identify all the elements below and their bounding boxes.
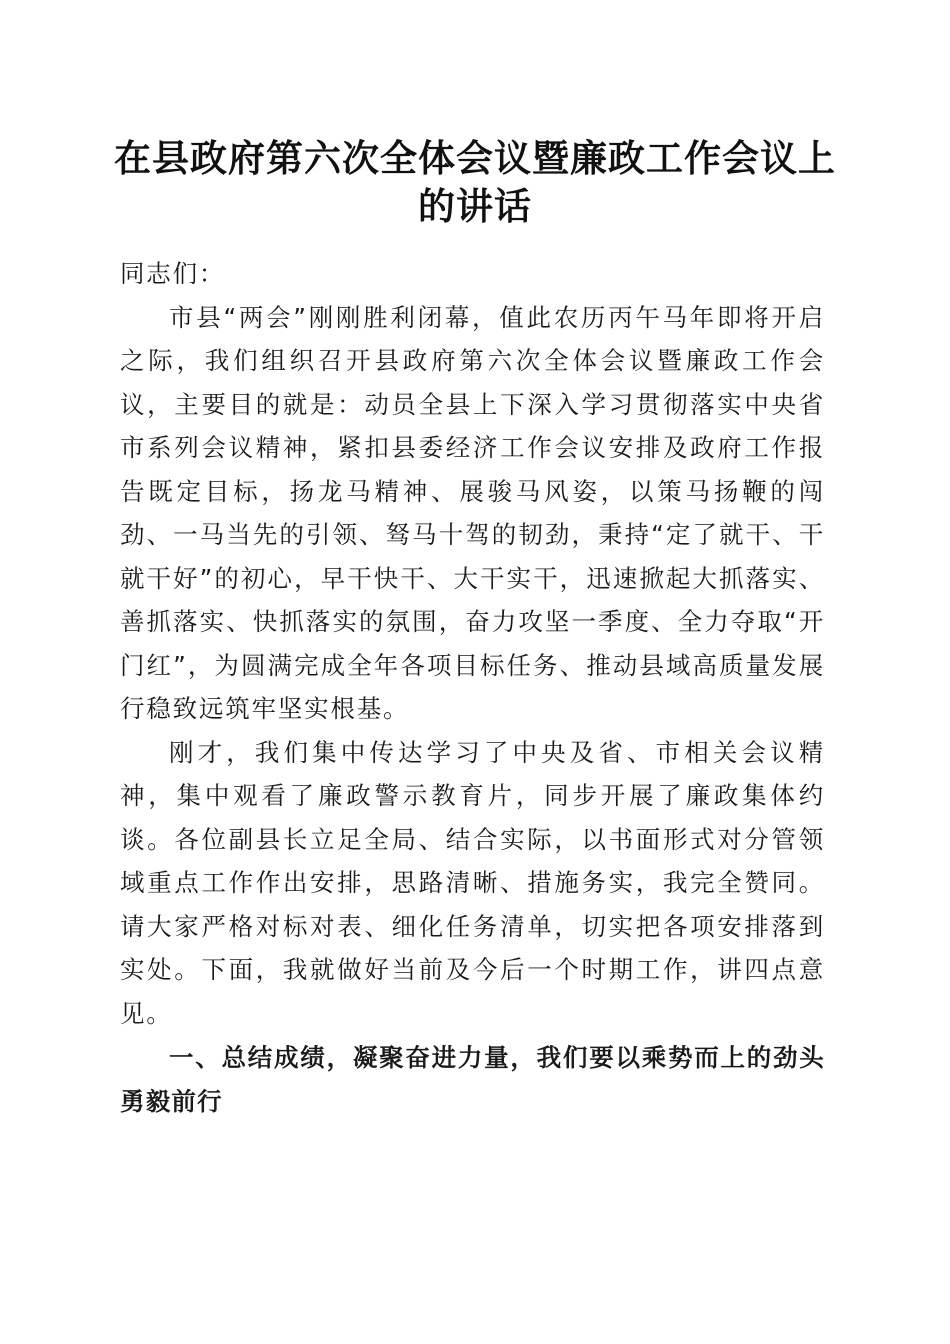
section-heading-1: 一、总结成绩，凝聚奋进力量，我们要以乘势而上的劲头勇毅前行 <box>120 1043 825 1116</box>
body-paragraph-1: 市县“两会”刚刚胜利闭幕，值此农历丙午马年即将开启之际，我们组织召开县政府第六次全体会议暨廉政工作会议，主要目的就是：动员全县上下深入学习贯彻落实中央省市系列会议精神，紧扣县委经济工作会议安排及政府工作报告既定目标，扬龙马精神、展骏马风姿，以策马扬鞭的闯劲、一马当先的引领、驽马十驾的韧劲，秉持“定了就干、干就干好”的初心，早干快干、大干实干，迅速掀起大抓落实、善抓落实、快抓落实的氛围，奋力攻坚一季度、全力夺取“开门红”，为圆满完成全年各项目标任务、推动县域高质量发展行稳致远筑牢坚实根基。 <box>120 302 825 723</box>
body-paragraph-2: 刚才，我们集中传达学习了中央及省、市相关会议精神，集中观看了廉政警示教育片，同步开展了廉政集体约谈。各位副县长立足全局、结合实际，以书面形式对分管领域重点工作作出安排，思路清晰、措施务实，我完全赞同。请大家严格对标对表、细化任务清单，切实把各项安排落到实处。下面，我就做好当前及今后一个时期工作，讲四点意见。 <box>120 737 825 1028</box>
greeting-line: 同志们： <box>120 259 226 288</box>
document-title: 在县政府第六次全体会议暨廉政工作会议上的讲话 <box>114 136 836 228</box>
document-body <box>120 252 825 1123</box>
